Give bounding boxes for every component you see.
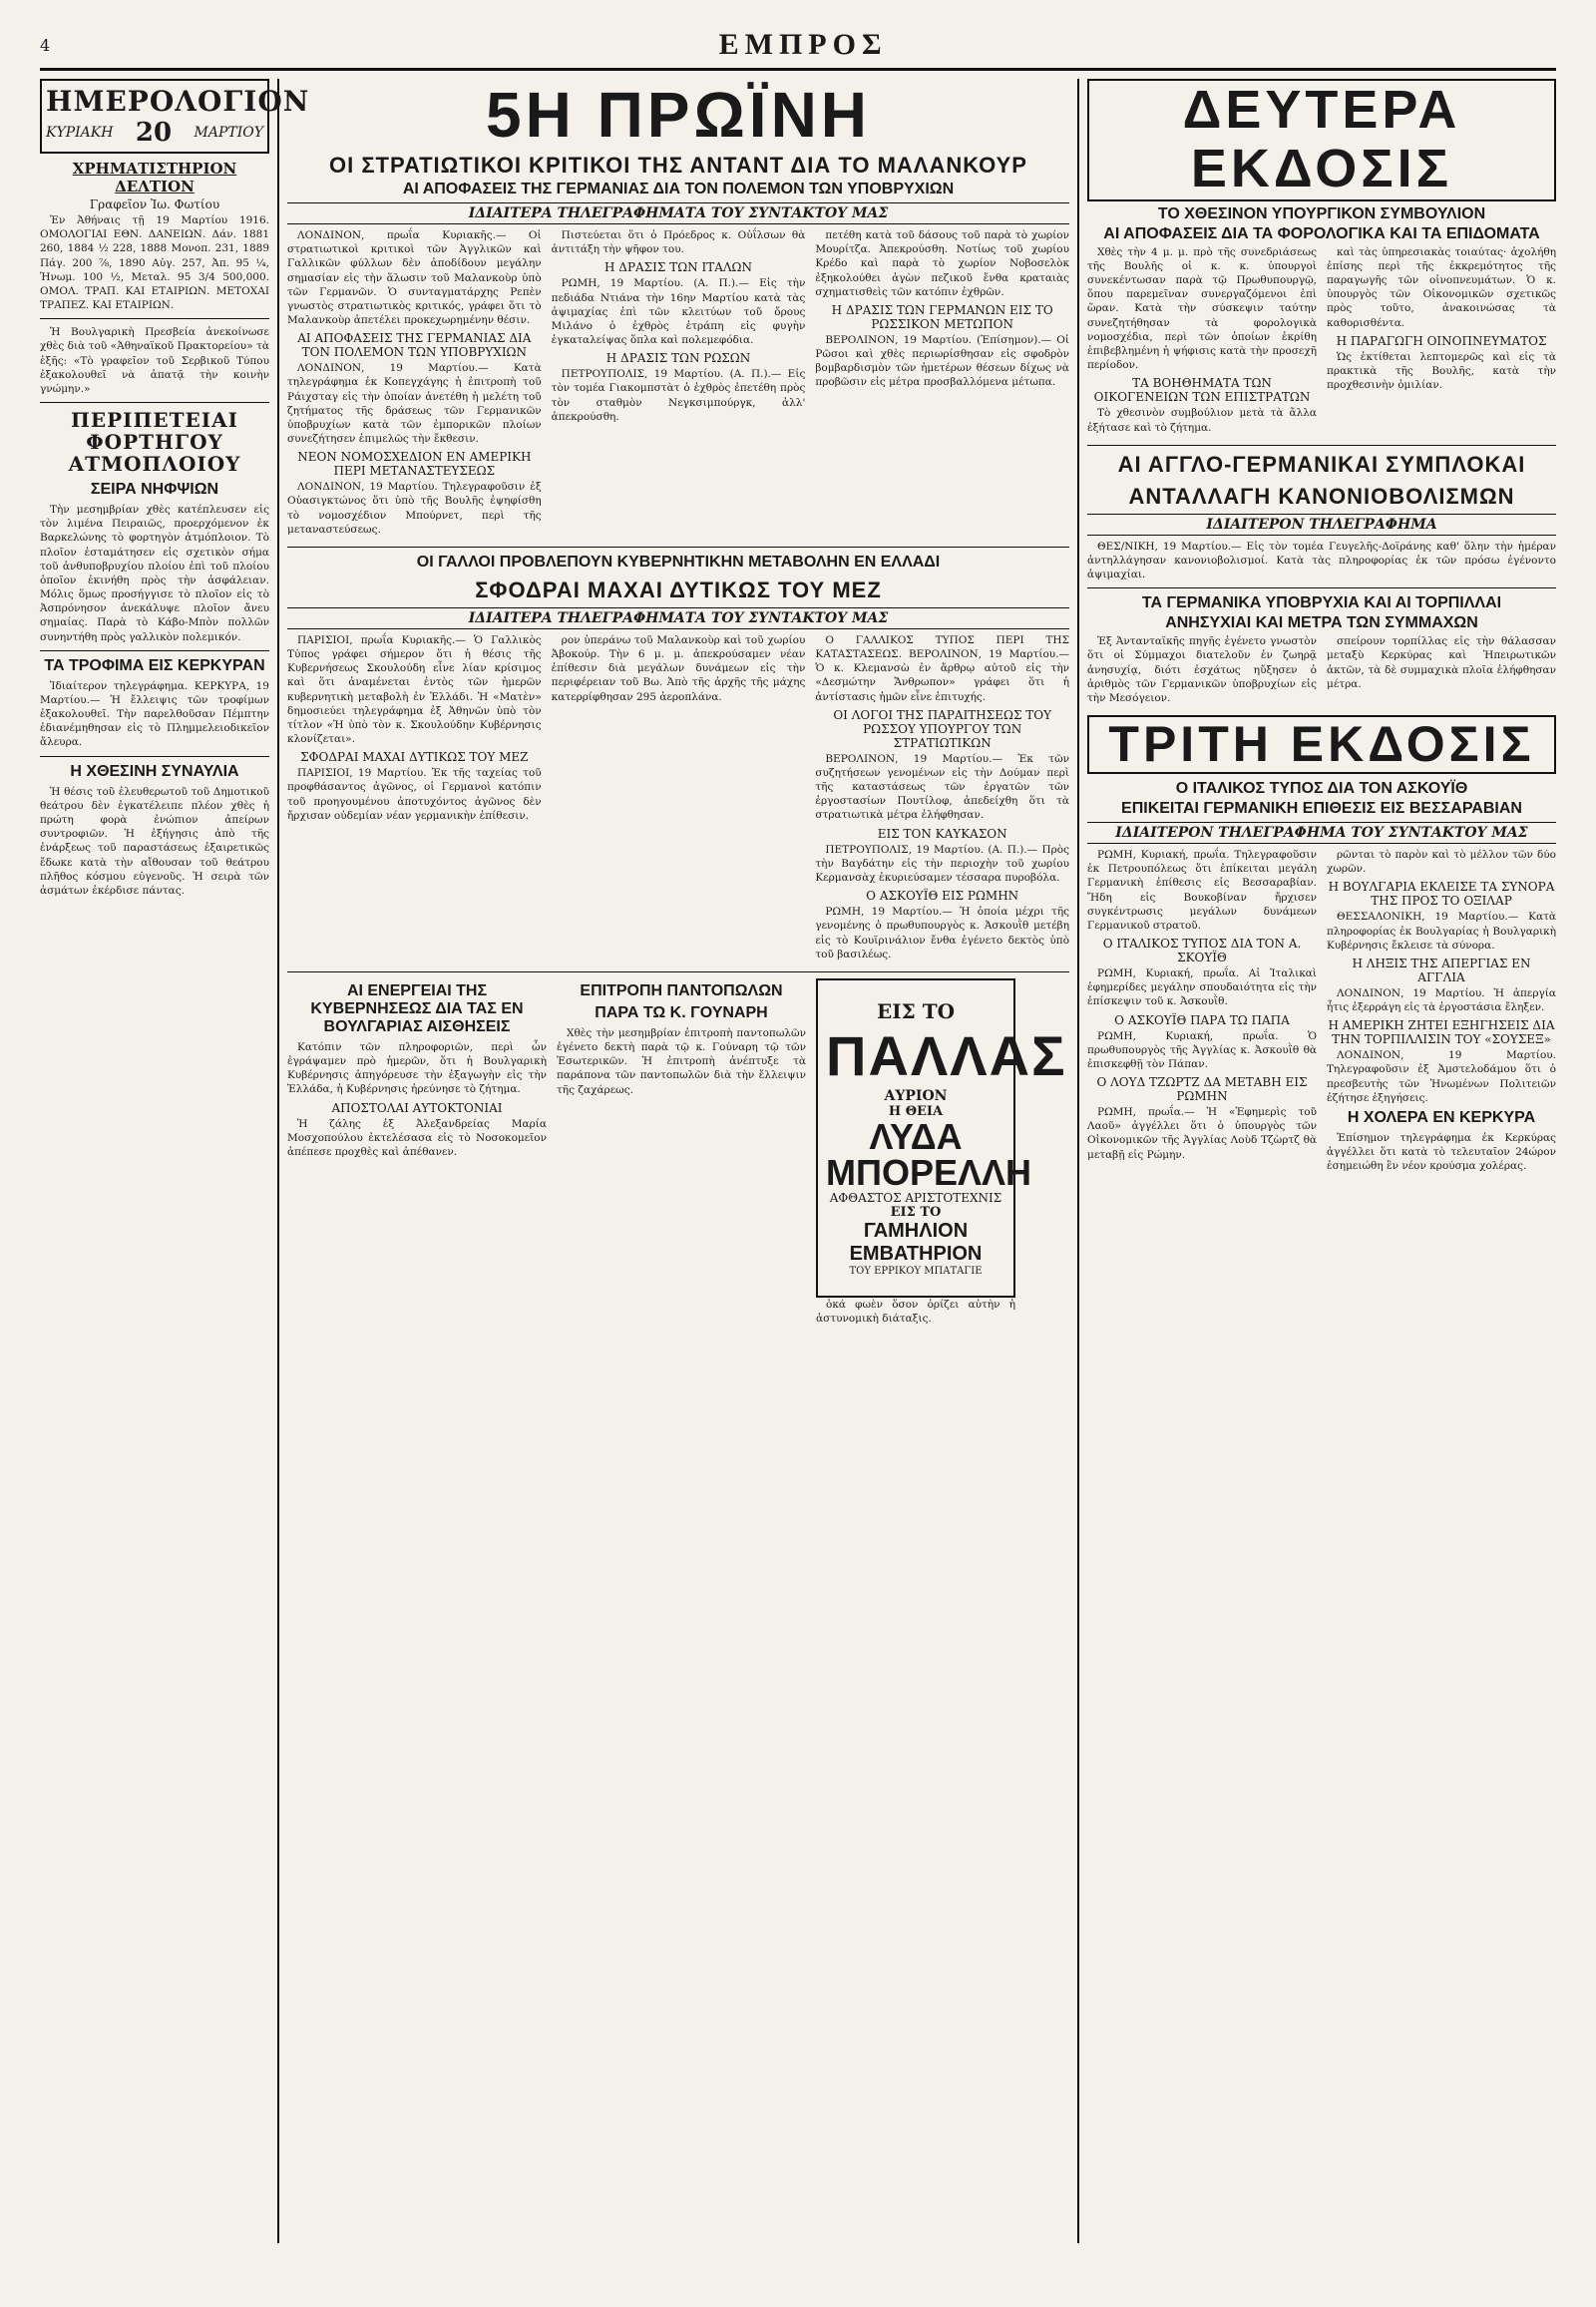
divider [1087, 587, 1556, 588]
newspaper-page [40, 28, 1556, 2242]
section-title: ΤΑ ΤΡΟΦΙΜΑ ΕΙΣ ΚΕΡΚΥΡΑΝ [44, 656, 265, 674]
article-columns [287, 228, 1069, 541]
article-subheading: Η ΠΑΡΑΓΩΓΗ ΟΙΝΟΠΝΕΥΜΑΤΟΣ [1336, 333, 1547, 348]
headline: ΟΙ ΣΤΡΑΤΙΩΤΙΚΟΙ ΚΡΙΤΙΚΟΙ ΤΗΣ ΑΝΤΑΝΤ ΔΙΑ ΤΟ ΜΑΛΑΝΚΟΥΡ [329, 153, 1027, 178]
calendar-day: ΚΥΡΙΑΚΗ [46, 125, 114, 141]
article-subheading: Η ΧΟΛΕΡΑ ΕΝ ΚΕΡΚΥΡΑ [1347, 1108, 1536, 1126]
masthead [40, 28, 1556, 71]
article-text: ΠΑΡΙΣΙΟΙ, 19 Μαρτίου. Ἐκ τῆς ταχείας τοῦ προφθάσαντος ἀγῶνος, οἱ Γερμανοὶ κατόπιν τοῦ προηγουμένου ἀποτυχόντος ἀγῶνος δὲν ἤρχισαν οὐδεμίαν νέαν γερμανικὴν ἐπίθεσιν. [287, 767, 542, 822]
article-column [1087, 245, 1317, 439]
article-subheading: Ο ΛΟΥΔ ΤΖΩΡΤΖ ΔΑ ΜΕΤΑΒΗ ΕΙΣ ΡΩΜΗΝ [1096, 1075, 1308, 1104]
market-title: ΧΡΗΜΑΤΙΣΤΗΡΙΟΝ ΔΕΛΤΙΟΝ [72, 160, 237, 195]
section-text: Ἡ θέσις τοῦ ἐλευθερωτοῦ τοῦ Δημοτικοῦ θεάτρου δὲν ἐγκατέλειπε πλέον χθὲς ἡ πρώτη φορὰ ἐνώπιον ἀπείρων συντροφιῶν. Ἡ ἐξήγησις ἀπὸ τῆς ἐνάρξεως τοῦ παραστάσεως ἐξαιρετικῶς ἔδωκε κατὰ τὴν αἴθουσαν τοῦ θεάτρου πλῆθος κόσμου εὐγενοῦς. Ἡ σειρὰ τῶν ἀσμάτων ἐκέρδισε πάντας. [40, 785, 269, 897]
article-text: Ἐπίσημον τηλεγράφημα ἐκ Κερκύρας ἀγγέλλει ὅτι κατὰ τὸ τελευταῖον 24ώρον ἐσημειώθη ἓν νέον κρούσμα χολέρας. [1327, 1131, 1556, 1173]
article-subheading: ΑΙ ΑΠΟΦΑΣΕΙΣ ΤΗΣ ΓΕΡΜΑΝΙΑΣ ΔΙΑ ΤΟΝ ΠΟΛΕΜΟΝ ΤΩΝ ΥΠΟΒΡΥΧΙΩΝ [297, 331, 532, 360]
article-column [287, 633, 542, 965]
headline: ΤΑ ΓΕΡΜΑΝΙΚΑ ΥΠΟΒΡΥΧΙΑ ΚΑΙ ΑΙ ΤΟΡΠΙΛΛΑΙ [1141, 594, 1502, 612]
edition-banner: ΤΡΙΤΗ ΕΚΔΟΣΙΣ [1087, 715, 1556, 774]
article-text: ΒΕΡΟΛΙΝΟΝ, 19 Μαρτίου.— Ἐκ τῶν συζητήσεων γενομένων εἰς τὴν Δούμαν περὶ τῆς καταστάσεως τῶν ἐργατῶν τῶν ἐργοστασίων Πουτίλοφ, ἀπεδείχθη ὅτι τὰ στρατιωτικὰ μέτρα ἐλήφθησαν. [815, 752, 1070, 822]
article-text: ΡΩΜΗ, 19 Μαρτίου.— Ἡ ὁποία μέχρι τῆς γενομένης ὁ πρωθυπουργὸς κ. Ἀσκουῒθ μετέβη εἰς τὸ Κουϊρινάλιον ἔνθα ἐγένετο δεκτὸς ὑπὸ τοῦ βασιλέως. [815, 906, 1070, 961]
article-text: ΡΩΜΗ, Κυριακή, πρωΐα. Ὁ πρωθυπουργὸς τῆς Ἀγγλίας κ. Ἀσκουῒθ θὰ ἐπισκεφθῇ τὸν Πάπαν. [1087, 1029, 1317, 1070]
section-title: ΠΕΡΙΠΕΤΕΙΑΙ ΦΟΡΤΗΓΟΥ ΑΤΜΟΠΛΟΙΟΥ [68, 408, 241, 477]
columns [40, 79, 1556, 2243]
section-subtitle: ΣΕΙΡΑ ΝΗΦΨΙΩΝ [90, 481, 219, 499]
article-text: ΘΕΣ/ΝΙΚΗ, 19 Μαρτίου.— Εἰς τὸν τομέα Γευγελῆς-Δοϊράνης καθ' ὅλην τὴν ἡμέραν ἀντηλλάγησαν κανονιοβολισμοί. Κατὰ τὰς πληροφορίας ἐκ τῶν πρόσω ἐγένοντο ἀψιμαχίαι. [1087, 540, 1556, 581]
article-column [1087, 634, 1317, 709]
subheadline: ΑΙ ΑΠΟΦΑΣΕΙΣ ΔΙΑ ΤΑ ΦΟΡΟΛΟΓΙΚΑ ΚΑΙ ΤΑ ΕΠΙΔΟΜΑΤΑ [1103, 224, 1540, 242]
article-text: ΛΟΝΔΙΝΟΝ, 19 Μαρτίου. Τηλεγραφοῦσιν ἐξ Οὐασιγκτώνος ὅτι ὑπὸ τῆς Βουλῆς ἐψηφίσθη τὸ νομοσχέδιον Μπούρνετ, περὶ τῆς μεταναστεύσεως. [287, 481, 542, 536]
subheadline: ΑΙ ΑΠΟΦΑΣΕΙΣ ΤΗΣ ΓΕΡΜΑΝΙΑΣ ΔΙΑ ΤΟΝ ΠΟΛΕΜΟΝ ΤΩΝ ΥΠΟΒΡΥΧΙΩΝ [402, 181, 955, 197]
article-subheading: Η ΔΡΑΣΙΣ ΤΩΝ ΡΩΣΩΝ [605, 351, 751, 366]
article-subheading: ΣΦΟΔΡΑΙ ΜΑΧΑΙ ΔΥΤΙΚΩΣ ΤΟΥ ΜΕΖ [300, 750, 529, 765]
divider [287, 971, 1069, 972]
article-text: πετέθη κατὰ τοῦ δάσους τοῦ παρὰ τὸ χωρίον Μουρίτζα. Ἀπεκρούσθη. Νοτίως τοῦ χωρίου Κρέδο καὶ παρὰ τὸ χωρίον Νοβοσελὸκ ἐξηκολούθει ἀγὼν πεζικοῦ ἔνθα κραταιὰς σχηματισθεὶς τῶν κατόπιν ἐχθρῶν. [815, 229, 1070, 298]
article-subheading: Η ΛΗΞΙΣ ΤΗΣ ΑΠΕΡΓΙΑΣ ΕΝ ΑΓΓΛΙΑ [1352, 956, 1531, 984]
article-columns [287, 633, 1069, 965]
divider [1087, 445, 1556, 446]
article-columns [1087, 245, 1556, 439]
section-title: Η ΧΘΕΣΙΝΗ ΣΥΝΑΥΛΙΑ [70, 762, 239, 780]
article-column [1087, 848, 1317, 1177]
article-subheading: ΤΑ ΒΟΗΘΗΜΑΤΑ ΤΩΝ ΟΙΚΟΓΕΝΕΙΩΝ ΤΩΝ ΕΠΙΣΤΡΑΤΩΝ [1093, 376, 1311, 405]
article-subheading: Η ΑΜΕΡΙΚΗ ΖΗΤΕΙ ΕΞΗΓΗΣΕΙΣ ΔΙΑ ΤΗΝ ΤΟΡΠΙΛΛΙΣΙΝ ΤΟΥ «ΣΟΥΣΕΞ» [1328, 1018, 1555, 1047]
article-columns [1087, 634, 1556, 709]
article-text: σπείρουν τορπίλλας εἰς τὴν θάλασσαν μεταξὺ Κερκύρας καὶ Ἠπειρωτικῶν ἀκτῶν, τὰ δὲ συμμαχικὰ πλοῖα ἐλήφθησαν μέτρα. [1327, 635, 1556, 690]
article-text: Ἐξ Ἀντανταϊκῆς πηγῆς ἐγένετο γνωστὸν ὅτι οἱ Σύμμαχοι διατελοῦν ἐν ζωηρᾷ ἀνησυχίᾳ, διότι ἐσχάτως ηὔξησεν ὁ ἀριθμὸς τῶν Γερμανικῶν ὑποβρυχίων εἰς τὴν Μεσόγειον. [1087, 635, 1317, 704]
article-subheading: Η ΒΟΥΛΓΑΡΙΑ ΕΚΛΕΙΣΕ ΤΑ ΣΥΝΟΡΑ ΤΗΣ ΠΡΟΣ ΤΟ ΟΞΙΛΑΡ [1328, 880, 1555, 909]
byline: ΙΔΙΑΙΤΕΡΟΝ ΤΗΛΕΓΡΑΦΗΜΑ [1087, 514, 1556, 536]
ad-line: ΕΙΣ ΤΟ [876, 998, 955, 1023]
note-text: Ἡ Βουλγαρικὴ Πρεσβεία ἀνεκοίνωσε χθὲς διὰ τοῦ «Ἀθηναϊκοῦ Πρακτορείου» τὰ ἑξῆς: «Τὸ γραφεῖον τοῦ Σερβικοῦ Τύπου ἐξακολουθεῖ νὰ ἀπατᾷ τὴν κοινὴν γνώμην.» [40, 326, 269, 395]
headline: ΤΟ ΧΘΕΣΙΝΟΝ ΥΠΟΥΡΓΙΚΟΝ ΣΥΜΒΟΥΛΙΟΝ [1157, 204, 1486, 222]
article-text: ΠΑΡΙΣΙΟΙ, πρωΐα Κυριακῆς.— Ὁ Γαλλικὸς Τύπος γράφει σήμερον ὅτι ἡ θέσις τῆς Κυβερνήσεως Σκουλούδη εἶνε λίαν κρίσιμος καὶ ὅτι ἀναμένεται ἐντὸς τῶν ἡμερῶν κυβερνητικὴ μεταβολὴ ἐν Ἑλλάδι. Ἡ «Ματὲν» δημοσιεύει τηλεγράφημα ἐξ Ἀθηνῶν ὑπὸ τὸν τίτλον «Ἡ ὑπὸ τὸν κ. Σκουλούδην Κυβέρνησις κλονίζεται». [287, 633, 542, 746]
page-number: 4 [40, 35, 51, 55]
article-column [287, 978, 547, 1330]
ad-line: ΑΥΡΙΟΝ [884, 1087, 948, 1104]
article-subheading: ΕΙΣ ΤΟΝ ΚΑΥΚΑΣΟΝ [877, 826, 1007, 841]
article-text: ΡΩΜΗ, πρωΐα.— Ἡ «Ἐφημερὶς τοῦ Λαοῦ» ἀγγέλλει ὅτι ὁ ὑπουργὸς τῶν Οἰκονομικῶν τῆς Ἀγγλίας Λοὺδ Τζὼρτζ θὰ μεταβῇ εἰς Ρώμην. [1087, 1106, 1317, 1161]
calendar-date: 20 [135, 118, 173, 148]
headline: Ο ΙΤΑΛΙΚΟΣ ΤΥΠΟΣ ΔΙΑ ΤΟΝ ΑΣΚΟΥΪΘ [1175, 780, 1468, 798]
article-text: καὶ τὰς ὑπηρεσιακὰς τοιαύτας· ἀχολήθη ἐπίσης περὶ τῆς ἐκκρεμότητος τῆς παραγωγῆς τῶν οἰνοπνευμάτων. Ὁ κ. ὑπουργὸς τῶν Οἰκονομικῶν σχετικῶς πρὸς τοῦτο, ἀνακοινώσας τὰ καθορισθέντα. [1327, 245, 1556, 329]
article-text: ΛΟΝΔΙΝΟΝ, 19 Μαρτίου.— Κατὰ τηλεγράφημα ἐκ Κοπεγχάγης ἡ ἐπιτροπὴ τοῦ Ράιχσταγ εἰς τὴν ὁποίαν ἀνετέθη ἡ μελέτη τοῦ ζητήματος τῆς δράσεως τῶν Γερμανικῶν ὑποβρυχίων κατὰ τῶν ἐμπορικῶν πλοίων συνεζήτησεν ἐπιμελῶς τὴν ἔκθεσιν. [287, 362, 542, 446]
edition-banner: 5Η ΠΡΩΪΝΗ [485, 79, 872, 151]
article-title: ΕΠΙΤΡΟΠΗ ΠΑΝΤΟΠΩΛΩΝ [580, 981, 783, 999]
article-subtitle: ΠΑΡΑ ΤΩ Κ. ΓΟΥΝΑΡΗ [595, 1003, 768, 1021]
article-column [815, 228, 1069, 541]
article-column [552, 228, 806, 541]
article-title: ΑΙ ΕΝΕΡΓΕΙΑΙ ΤΗΣ ΚΥΒΕΡΝΗΣΕΩΣ ΔΙΑ ΤΑΣ ΕΝ ΒΟΥΛΓΑΡΙΑΣ ΑΙΣΘΗΣΕΙΣ [310, 981, 524, 1035]
edition-banner: ΔΕΥΤΕΡΑ ΕΚΔΟΣΙΣ [1087, 79, 1556, 201]
article-text: Ο ΓΑΛΛΙΚΟΣ ΤΥΠΟΣ ΠΕΡΙ ΤΗΣ ΚΑΤΑΣΤΑΣΕΩΣ. ΒΕΡΟΛΙΝΟΝ, 19 Μαρτίου.— Ὁ κ. Κλεμανσὼ ἐν ἄρθρῳ αὐτοῦ εἰς τὴν «Δεσμώτην Ἄνθρωπον» γράφει ὅτι ἡ ἀντίστασις ἡμῶν εἶνε ἐπιτυχής. [815, 633, 1070, 703]
subheadline: ΑΝΤΑΛΛΑΓΗ ΚΑΝΟΝΙΟΒΟΛΙΣΜΩΝ [1128, 483, 1515, 509]
ad-line: ΤΟΥ ΕΡΡΙΚΟΥ ΜΠΑΤΑΓΙΕ [849, 1265, 983, 1277]
article-subheading: Ο ΑΣΚΟΥΪΘ ΠΑΡΑ ΤΩ ΠΑΠΑ [1114, 1012, 1290, 1027]
article-text: Χθὲς τὴν μεσημβρίαν ἐπιτροπὴ παντοπωλῶν ἐγένετο δεκτὴ παρὰ τῷ κ. Γούναρη τῷ τῶν Ἐσωτερικῶν. Ἡ ἐπιτροπὴ ἀνέπτυξε τὰ παράπονα τῶν παντοπωλῶν διὰ τὴν ἔλλειψιν τῆς ζαχάρεως. [557, 1026, 806, 1096]
divider [40, 756, 269, 757]
article-column [287, 228, 542, 541]
article-text: ΡΩΜΗ, 19 Μαρτίου. (Α. Π.).— Εἰς τὴν πεδιάδα Ντιάνα τὴν 16ην Μαρτίου κατὰ τὰς ἀψιμαχίας ἐπὶ τῶν κλειτύων τοῦ ὄρους Μιλάνο ὁ ἐχθρὸς ἐτράπη εἰς φυγὴν ἐγκαταλείψας ὅπλα καὶ πολεμεφόδια. [551, 277, 806, 347]
article-subheading: ΟΙ ΛΟΓΟΙ ΤΗΣ ΠΑΡΑΙΤΗΣΕΩΣ ΤΟΥ ΡΩΣΣΟΥ ΥΠΟΥΡΓΟΥ ΤΩΝ ΣΤΡΑΤΙΩΤΙΚΩΝ [833, 707, 1052, 750]
ad-performer: ΛΥΔΑ ΜΠΟΡΕΛΛΗ [826, 1115, 1032, 1193]
byline: ΙΔΙΑΙΤΕΡΑ ΤΗΛΕΓΡΑΦΗΜΑΤΑ ΤΟΥ ΣΥΝΤΑΚΤΟΥ ΜΑΣ [287, 607, 1069, 629]
market-subtitle: Γραφεῖον Ἰω. Φωτίου [89, 197, 220, 211]
ad-line: ΑΦΘΑΣΤΟΣ ΑΡΙΣΤΟΤΕΧΝΙΣ [829, 1190, 1002, 1205]
article-text: ΠΕΤΡΟΥΠΟΛΙΣ, 19 Μαρτίου. (Α. Π.).— Πρὸς τὴν Βαγδάτην εἰς τὴν περιοχὴν τοῦ χωρίου Κερμανσὰχ ἐκυριεύσαμεν τέσσαρα πυροβόλα. [815, 843, 1070, 884]
divider [287, 547, 1069, 548]
advertisement [816, 978, 1067, 1330]
article-text: ΛΟΝΔΙΝΟΝ, 19 Μαρτίου. Τηλεγραφοῦσιν ἐξ Ἀμστελοδάμου ὅτι ὁ πρεσβευτὴς τῶν Ἡνωμένων Πολιτειῶν ἐζήτησε ἐξηγήσεις. [1327, 1049, 1556, 1104]
byline: ΙΔΙΑΙΤΕΡΟΝ ΤΗΛΕΓΡΑΦΗΜΑ ΤΟΥ ΣΥΝΤΑΚΤΟΥ ΜΑΣ [1087, 822, 1556, 844]
article-text: Ἡ ζάλης ἐξ Ἀλεξανδρείας Μαρία Μοσχοπούλου ἐκτελέσασα εἰς τὸ Νοσοκομεῖον ἀπέπεσε προχθὲς καὶ ἀπέθανεν. [287, 1117, 547, 1158]
bottom-row [287, 978, 1069, 1330]
article-text: ρῶνται τὸ παρὸν καὶ τὸ μέλλον τῶν δύο χωρῶν. [1327, 849, 1556, 876]
section-text: Τὴν μεσημβρίαν χθὲς κατέπλευσεν εἰς τὸν λιμένα Πειραιῶς, προερχόμενον ἐκ Βαρκελώνης τὸ φορτηγὸν ἀτμόπλοιον. Τὸ πλοῖον ἐσταμάτησεν εἰς σχετικὸν σήμα τοῦ ἀνθυποβρυχίου πλοίου ἐπὶ τοῦ πλοίου ὁποῖον ἐκινήθη πρὸς τὴν ἀσφάλειαν. Μόλις ὅμως προσήγγισε τὸ πλοῖον εἰς τὸ Ἀσπρόνησον ἀνεκάλυψε πλοῖον ἄνευ σημαίας. Παρὰ τὸ Κάβο-Μπὸν πολλῶν συνηντήθη πρὸς γαλλικὸν πολεμικόν. [40, 504, 269, 643]
article-column [1327, 634, 1556, 709]
article-text: Τὸ χθεσινὸν συμβούλιον μετὰ τὰ ἄλλα ἐξήτασε καὶ τὸ ζήτημα. [1087, 407, 1317, 434]
calendar-box [40, 79, 310, 154]
market-text: Ἐν Ἀθήναις τῇ 19 Μαρτίου 1916. ΟΜΟΛΟΓΙΑΙ ΕΘΝ. ΔΑΝΕΙΩΝ. Δάν. 1881 260, 1884 ½ 228, 1888 Μονοπ. 231, 1889 Πάγ. 200 ⅞, 1890 Αὐγ. 257, Ἀπ. 95 ¼, Ἠνωμ. 100 ½, Μεταλ. 95 3/4 500,000. ΟΜΟΛ. ΤΡΑΠ. ΚΑΙ ΕΤΑΙΡΙΩΝ. ΜΕΤΟΧΑΙ ΤΡΑΠΕΖ. ΚΑΙ ΕΤΑΙΡΙΩΝ. [40, 214, 269, 312]
main-column [279, 79, 1079, 2243]
subheadline: ΣΦΟΔΡΑΙ ΜΑΧΑΙ ΔΥΤΙΚΩΣ ΤΟΥ ΜΕΖ [475, 577, 882, 602]
article-text: ΛΟΝΔΙΝΟΝ, πρωΐα Κυριακῆς.— Οἱ στρατιωτικοὶ κριτικοὶ τῶν Ἀγγλικῶν καὶ Γαλλικῶν φύλλων δὲν ἀποδίδουν μεγάλην σημασίαν εἰς τὴν ἅλωσιν τοῦ Μαλανκοὺρ ὑπὸ τῶν Γερμανῶν. Ὁ συνταγματάρχης Ρεπὲν γνωστὸς στρατιωτικὸς κριτικός, γράφει ὅτι τὸ Μαλανκοὺρ ἀπετέλει προκεχωρημένην θέσιν. [287, 229, 542, 327]
ad-line: Η ΘΕΙΑ [888, 1103, 944, 1119]
article-text: ΡΩΜΗ, Κυριακή, πρωΐα. Αἱ Ἰταλικαὶ ἐφημερίδες μεγάλην σπουδαιότητα εἰς τὴν ἐπίσκεψιν τοῦ κ. Ἀσκουῒθ. [1087, 967, 1317, 1008]
byline: ΙΔΙΑΙΤΕΡΑ ΤΗΛΕΓΡΑΦΗΜΑΤΑ ΤΟΥ ΣΥΝΤΑΚΤΟΥ ΜΑΣ [287, 202, 1069, 224]
theater-ad [816, 978, 1067, 1298]
article-column [815, 633, 1069, 965]
ad-line: ΓΑΜΗΛΙΟΝ ΕΜΒΑΤΗΡΙΟΝ [849, 1219, 983, 1265]
article-column [557, 978, 806, 1330]
calendar-title: ΗΜΕΡΟΛΟΓΙΟΝ [46, 85, 310, 118]
article-text: ΡΩΜΗ, Κυριακή, πρωΐα. Τηλεγραφοῦσιν ἐκ Πετρουπόλεως ὅτι ἐπίκειται μεγάλη Γερμανικὴ ἐπίθεσις εἰς Βεσσαραβίαν. Ἤδη εἰς Βουκοβίναν ἤρχισεν συγκέντρωσις μεγάλων δυνάμεων Γερμανικοῦ στρατοῦ. [1087, 849, 1317, 932]
article-text: ΘΕΣΣΑΛΟΝΙΚΗ, 19 Μαρτίου.— Κατὰ πληροφορίας ἐκ Βουλγαρίας ἡ Βουλγαρικὴ Κυβέρνησις ἔκλεισε τὰ σύνορα. [1327, 911, 1556, 952]
article-columns [1087, 848, 1556, 1177]
article-column [552, 633, 806, 965]
article-text: Κατόπιν τῶν πληροφοριῶν, περὶ ὧν ἐγράψαμεν πρὸ ἡμερῶν, ὅτι ἡ Βουλγαρικὴ Κυβέρνησις ἀπηγόρευσε τὴν ἐξαγωγὴν εἰς τὴν Ἑλλάδα, ἡ Κυβέρνησις ἠρεύνησε τὸ ζήτημα. [287, 1040, 547, 1096]
article-text: ΒΕΡΟΛΙΝΟΝ, 19 Μαρτίου. (Ἐπίσημον).— Οἱ Ρῶσοι καὶ χθὲς περιωρίσθησαν εἰς σφοδρὸν βομβαρδισμὸν τῶν ἡμετέρων θέσεων δίχως νὰ προβῶσιν εἰς μέτρα προσβαλλόμενα μέτωπα. [815, 333, 1070, 389]
article-subheading: Η ΔΡΑΣΙΣ ΤΩΝ ΙΤΑΛΩΝ [604, 260, 753, 275]
article-text: Ὡς ἐκτίθεται λεπτομερῶς καὶ εἰς τὰ πρακτικὰ τῆς Βουλῆς, κατὰ τὴν προχθεσινὴν ὁμιλίαν. [1327, 350, 1556, 392]
headline: ΟΙ ΓΑΛΛΟΙ ΠΡΟΒΛΕΠΟΥΝ ΚΥΒΕΡΝΗΤΙΚΗΝ ΜΕΤΑΒΟΛΗΝ ΕΝ ΕΛΛΑΔΙ [416, 553, 941, 571]
divider [40, 318, 269, 319]
article-text: Χθὲς τὴν 4 μ. μ. πρὸ τῆς συνεδριάσεως τῆς Βουλῆς οἱ κ. κ. ὑπουργοὶ συνεκέντωσαν παρὰ τῷ Πρωθυπουργῷ, ὅπου παρεμεῖναν συνεργαζόμενοι ἐπὶ ὥραν. Κατὰ τὴν σύσκεψιν ταύτην συνεζητήθησαν τὰ φορολογικὰ νομοσχέδια, περὶ τῶν ὁποίων ἐκρίθη ἐπιβεβλημένη ἡ ψήφισις κατὰ τὴν προσεχῆ περίοδον. [1087, 245, 1317, 372]
article-subheading: Ο ΑΣΚΟΥΪΘ ΕΙΣ ΡΩΜΗΝ [866, 889, 1019, 904]
article-subheading: ΝΕΟΝ ΝΟΜΟΣΧΕΔΙΟΝ ΕΝ ΑΜΕΡΙΚΗ ΠΕΡΙ ΜΕΤΑΝΑΣΤΕΥΣΕΩΣ [297, 450, 532, 479]
article-column [1327, 245, 1556, 439]
article-subheading: ΑΠΟΣΤΟΛΑΙ ΑΥΤΟΚΤΟΝΙΑΙ [331, 1100, 503, 1115]
ad-theater-name: ΠΑΛΛΑΣ [826, 1023, 1067, 1087]
article-column [1327, 848, 1556, 1177]
newspaper-title: ΕΜΠΡΟΣ [718, 28, 888, 61]
ad-line: ΕΙΣ ΤΟ [890, 1204, 942, 1220]
article-text: Πιστεύεται ὅτι ὁ Πρόεδρος κ. Οὐΐλσων θὰ ἀντιτάξη τὴν ψῆφον του. [551, 229, 806, 256]
subheadline: ΕΠΙΚΕΙΤΑΙ ΓΕΡΜΑΝΙΚΗ ΕΠΙΘΕΣΙΣ ΕΙΣ ΒΕΣΣΑΡΑΒΙΑΝ [1121, 800, 1522, 818]
left-column [40, 79, 310, 2243]
right-column [1079, 79, 1556, 2243]
article-text: ρον ὑπεράνω τοῦ Μαλανκοὺρ καὶ τοῦ χωρίου Ἀβοκούρ. Τὴν 6 μ. μ. ἀπεκρούσαμεν νέαν ἐπίθεσιν διὰ μεγάλων δυνάμεων εἰς τὴν περιφέρειαν τοῦ Βω. Ἀπὸ τῆς ἀρχῆς τῆς μάχης κατερρίφθησαν 295 ἀεροπλάνα. [551, 633, 806, 703]
divider [40, 402, 269, 403]
article-text: ΠΕΤΡΟΥΠΟΛΙΣ, 19 Μαρτίου. (Α. Π.).— Εἰς τὸν τομέα Γιακομπστὰτ ὁ ἐχθρὸς ἐπετέθη πρὸς τὸν σταθμὸν Νεγκσιμπούργκ, ἀλλ' ἀπεκρούσθη. [551, 368, 806, 423]
headline: ΑΙ ΑΓΓΛΟ-ΓΕΡΜΑΝΙΚΑΙ ΣΥΜΠΛΟΚΑΙ [1117, 451, 1526, 477]
article-text: ὁκά φωὲν ὅσον ὁρίζει αὐτὴν ἡ ἀστυνομικὴ διάταξις. [816, 1298, 1015, 1326]
section-text: Ἰδιαίτερον τηλεγράφημα. ΚΕΡΚΥΡΑ, 19 Μαρτίου.— Ἡ ἔλλειψις τῶν τροφίμων ἐξακολουθεῖ. Τὴν παρελθοῦσαν Πέμπτην ἐδιανέμηθησαν εἰς τὸ Πλημμελειοδικεῖον ἄλευρα. [40, 679, 269, 749]
calendar-month: ΜΑΡΤΙΟΥ [194, 125, 263, 141]
divider [40, 650, 269, 651]
article-subheading: Η ΔΡΑΣΙΣ ΤΩΝ ΓΕΡΜΑΝΩΝ ΕΙΣ ΤΟ ΡΩΣΣΙΚΟΝ ΜΕΤΩΠΟΝ [831, 302, 1053, 331]
article-subheading: Ο ΙΤΑΛΙΚΟΣ ΤΥΠΟΣ ΔΙΑ ΤΟΝ Α. ΣΚΟΥΪΘ [1102, 937, 1302, 965]
calendar-date-row [46, 118, 263, 148]
subheadline: ΑΝΗΣΥΧΙΑΙ ΚΑΙ ΜΕΤΡΑ ΤΩΝ ΣΥΜΜΑΧΩΝ [1165, 614, 1478, 632]
article-text: ΛΟΝΔΙΝΟΝ, 19 Μαρτίου. Ἡ ἀπεργία ἦτις ἐξερράγη εἰς τὰ ἐργοστάσια ἔληξεν. [1327, 986, 1556, 1014]
